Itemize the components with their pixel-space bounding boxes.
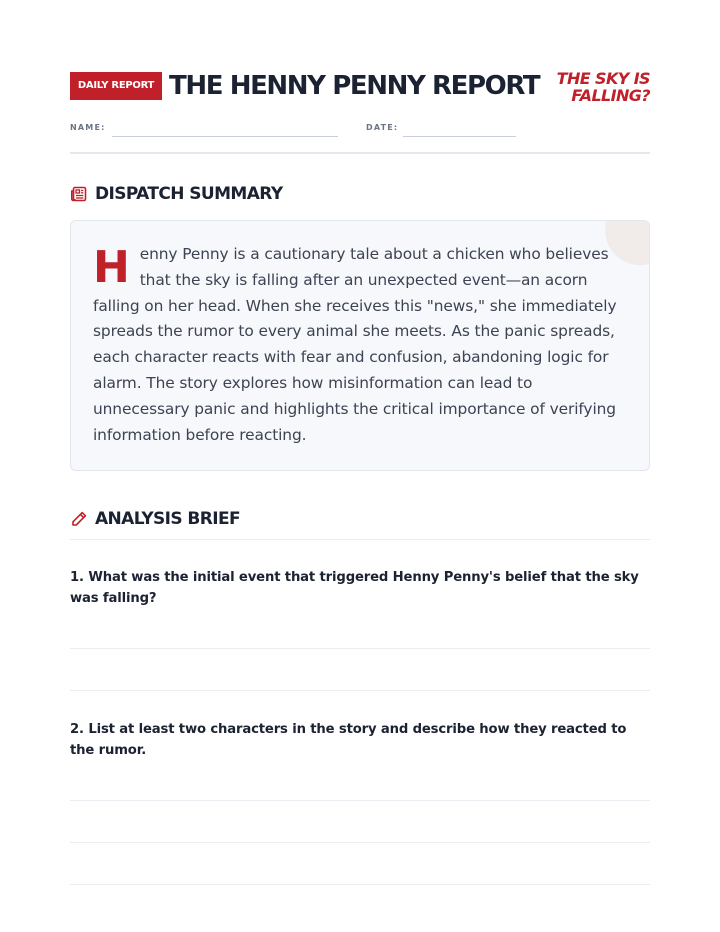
header-divider	[70, 152, 650, 154]
pencil-icon	[70, 510, 88, 528]
summary-text	[93, 242, 628, 448]
tagline-line-1: THE SKY IS	[556, 69, 650, 88]
name-field[interactable]	[112, 136, 338, 137]
tagline-line-2: FALLING?	[571, 86, 650, 105]
newspaper-icon	[70, 185, 88, 203]
name-label: NAME:	[70, 123, 106, 132]
answer-line-1a[interactable]	[70, 648, 650, 649]
dispatch-summary-header	[70, 182, 650, 206]
summary-body: enny Penny is a cautionary tale about a chicken who believes that the sky is falling after an unexpected event—an acorn falling on her head. When she receives this "news," she immediately spreads the rumor to every animal she meets. As the panic spreads, each character reacts with fear and confusion, abandoning logic for alarm. The story explores how misinformation can lead to unnecessary panic and highlights the critical importance of verifying information before reacting.	[93, 245, 617, 444]
answer-line-2b[interactable]	[70, 842, 650, 843]
answer-line-1b[interactable]	[70, 690, 650, 691]
question-1: 1. What was the initial event that triggered Henny Penny's belief that the sky was falling?	[70, 570, 639, 606]
tagline	[540, 70, 650, 104]
analysis-divider	[70, 539, 650, 540]
drop-cap: H	[93, 242, 130, 293]
dispatch-summary-heading: DISPATCH SUMMARY	[95, 184, 283, 204]
summary-box	[70, 220, 650, 471]
report-title: THE HENNY PENNY REPORT	[169, 71, 540, 101]
name-date-row	[70, 120, 650, 140]
answer-line-2c[interactable]	[70, 884, 650, 885]
date-field[interactable]	[403, 136, 516, 137]
daily-report-badge: DAILY REPORT	[70, 72, 162, 100]
analysis-brief-heading: ANALYSIS BRIEF	[95, 509, 240, 529]
masthead	[70, 68, 650, 108]
question-2: 2. List at least two characters in the story and describe how they reacted to the rumor.	[70, 722, 627, 758]
answer-line-2a[interactable]	[70, 800, 650, 801]
date-label: DATE:	[366, 123, 399, 132]
analysis-brief-header	[70, 507, 650, 531]
